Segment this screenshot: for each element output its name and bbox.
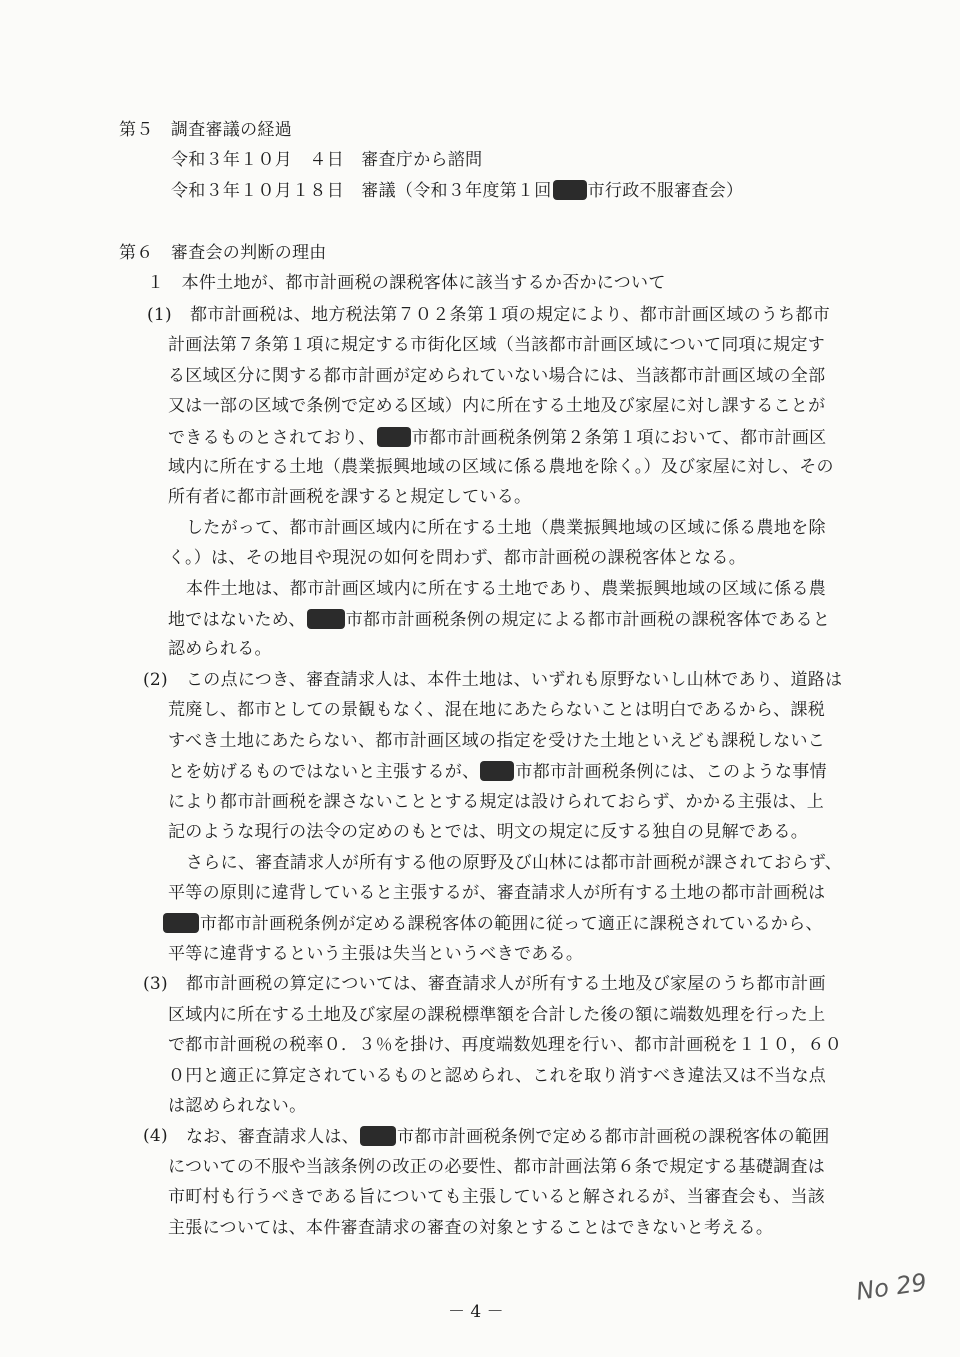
para1-line: 都市計画税は、地方税法第７０２条第１項の規定により、都市計画区域のうち都市	[190, 305, 831, 325]
para2-line: この点につき、審査請求人は、本件土地は、いずれも原野ないし山林であり、道路は	[186, 670, 843, 690]
para4-line: についての不服や当該条例の改正の必要性、都市計画法第６条で規定する基礎調査は	[168, 1157, 826, 1177]
para1-number: (1)	[147, 305, 172, 325]
redaction-mark	[163, 913, 199, 933]
para1-line	[168, 609, 830, 630]
redaction-mark	[360, 1126, 396, 1146]
para1-line: 本件土地は、都市計画区域内に所在する土地であり、農業振興地域の区域に係る農	[186, 579, 827, 599]
text-fragment: なお、審査請求人は、	[186, 1127, 359, 1147]
para3-line: 都市計画税の算定については、審査請求人が所有する土地及び家屋のうち都市計画	[186, 974, 826, 994]
item1-title: １ 本件土地が、都市計画税の課税客体に該当するか否かについて	[147, 273, 666, 293]
section6-heading: 第６ 審査会の判断の理由	[119, 243, 327, 263]
para4-number: (4)	[143, 1126, 168, 1146]
para1-line: 又は一部の区域で条例で定める区域）内に所在する土地及び家屋に対し課することが	[168, 396, 826, 416]
page-number: － 4 －	[448, 1302, 504, 1322]
section5-heading: 第５ 調査審議の経過	[119, 120, 292, 140]
para1-line	[168, 427, 826, 448]
para2-line: 平等に違背するという主張は失当というべきである。	[168, 944, 584, 964]
para2-line: 平等の原則に違背していると主張するが、審査請求人が所有する土地の都市計画税は	[168, 883, 826, 903]
text-fragment: 市都市計画税条例の規定による都市計画税の課税客体であると	[345, 610, 831, 630]
redaction-mark	[553, 180, 587, 200]
text-fragment: できるものとされており、	[168, 428, 376, 448]
para3-line: 区域内に所在する土地及び家屋の課税標準額を合計した後の額に端数処理を行った上	[168, 1005, 826, 1025]
text-fragment: 市都市計画税条例には、このような事情	[515, 762, 827, 782]
para3-line: で都市計画税の税率０．３％を掛け、再度端数処理を行い、都市計画税を１１０，６０	[168, 1035, 843, 1055]
section5-entry-2	[171, 180, 743, 201]
text-fragment: 市行政不服審査会）	[587, 181, 744, 201]
para3-line: ０円と適正に算定されているものと認められ、これを取り消すべき違法又は不当な点	[168, 1066, 827, 1086]
para2-line: により都市計画税を課さないこととする規定は設けられておらず、かかる主張は、上	[168, 792, 825, 812]
redaction-mark	[480, 761, 514, 781]
para1-line: 認められる。	[168, 639, 272, 659]
text-fragment: 地ではないため、	[168, 610, 306, 630]
para2-line: 記のような現行の法令の定めのもとでは、明文の規定に反する独自の見解である。	[168, 822, 809, 842]
text-fragment: 令和３年１０月１８日 審議（令和３年度第１回	[171, 181, 552, 201]
para2-line	[162, 913, 823, 934]
para1-line: る区域区分に関する都市計画が定められていない場合には、当該都市計画区域の全部	[168, 366, 826, 386]
para1-line: 計画法第７条第１項に規定する市街化区域（当該都市計画区域について同項に規定す	[168, 335, 826, 355]
para2-line: すべき土地にあたらない、都市計画区域の指定を受けた土地といえども課税しないこ	[168, 731, 826, 751]
redaction-mark	[377, 427, 411, 447]
para3-number: (3)	[143, 974, 168, 994]
para4-line	[186, 1126, 830, 1147]
para2-number: (2)	[143, 670, 168, 690]
para4-line: 主張については、本件審査請求の審査の対象とすることはできないと考える。	[168, 1218, 774, 1238]
text-fragment: 市都市計画税条例が定める課税客体の範囲に従って適正に課税されているから、	[200, 914, 823, 934]
para1-line: 域内に所在する土地（農業振興地域の区域に係る農地を除く。）及び家屋に対し、その	[168, 457, 834, 477]
text-fragment: 市都市計画税条例第２条第１項において、都市計画区	[411, 428, 827, 448]
para4-line: 市町村も行うべきである旨についても主張していると解されるが、当審査会も、当該	[168, 1187, 826, 1207]
para1-line: したがって、都市計画区域内に所在する土地（農業振興地域の区域に係る農地を除	[186, 518, 826, 538]
text-fragment: とを妨げるものではないと主張するが、	[168, 762, 480, 782]
handwritten-note: No 29	[854, 1268, 929, 1306]
para2-line: さらに、審査請求人が所有する他の原野及び山林には都市計画税が課されておらず、	[186, 853, 843, 873]
section5-entry-1: 令和３年１０月 ４日 審査庁から諮問	[171, 150, 483, 170]
para2-line	[168, 761, 827, 782]
redaction-mark	[307, 609, 345, 629]
para1-line: 所有者に都市計画税を課すると規定している。	[168, 487, 532, 507]
para1-line: く。）は、その地目や現況の如何を問わず、都市計画税の課税客体となる。	[168, 548, 746, 568]
text-fragment: 市都市計画税条例で定める都市計画税の課税客体の範囲	[397, 1127, 830, 1147]
para3-line: は認められない。	[168, 1096, 307, 1116]
para2-line: 荒廃し、都市としての景観もなく、混在地にあたらないことは明白であるから、課税	[168, 700, 826, 720]
